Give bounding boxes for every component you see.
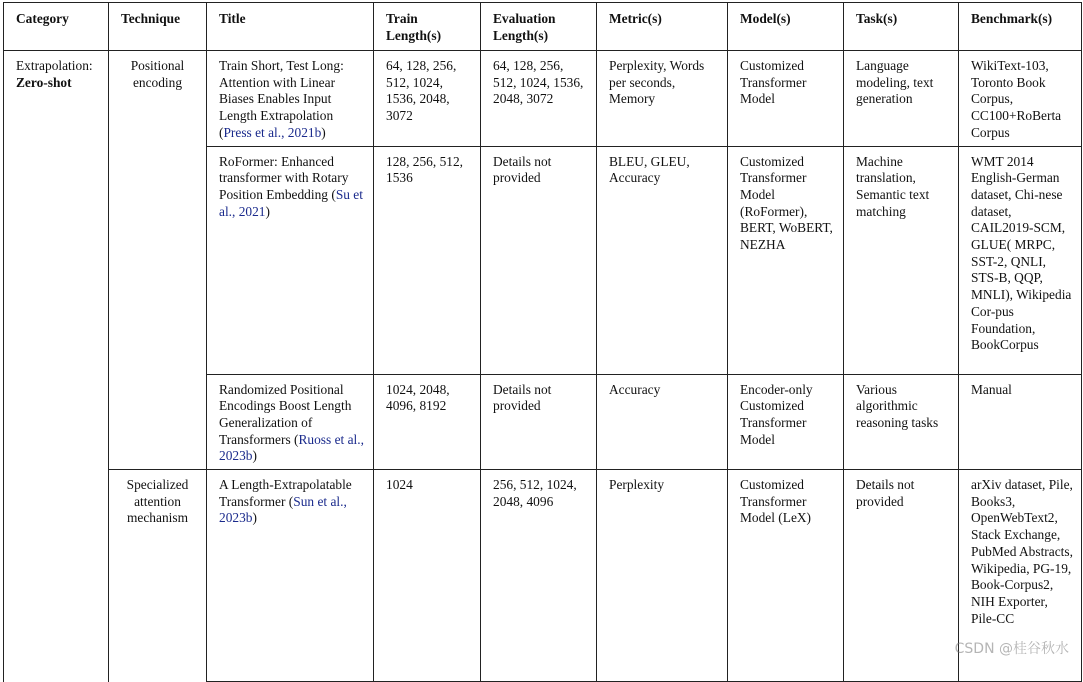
title-cell: RoFormer: Enhanced transformer with Rotary Position Embedding (Su et al., 2021)	[207, 146, 374, 374]
paper-title: RoFormer: Enhanced transformer with Rotary Position Embedding	[219, 153, 349, 202]
task-cell: Language modeling, text generation	[844, 51, 959, 147]
header-benchmark: Benchmark(s)	[959, 3, 1082, 51]
paper-title: Randomized Positional Encodings Boost Length Generalization of Transformers	[219, 381, 352, 447]
metrics-cell: Accuracy	[597, 374, 728, 470]
technique-specialized: Specialized attention mechanism	[109, 470, 207, 682]
paper-title: Train Short, Test Long: Attention with Linear Biases Enables Input Length Extrapolation	[219, 58, 344, 124]
models-cell: Customized Transformer Model (LeX)	[728, 470, 844, 682]
benchmark-cell: Manual	[959, 374, 1082, 470]
header-train-length: Train Length(s)	[374, 3, 481, 51]
header-category: Category	[4, 3, 109, 51]
header-eval-length: Evaluation Length(s)	[481, 3, 597, 51]
title-cell: Train Short, Test Long: Attention with Linear Biases Enables Input Length Extrapolation (Press et al., 2021b)	[207, 51, 374, 147]
models-cell: Encoder-only Customized Transformer Model	[728, 374, 844, 470]
train-length-cell: 64, 128, 256, 512, 1024, 1536, 2048, 3072	[374, 51, 481, 147]
metrics-cell: BLEU, GLEU, Accuracy	[597, 146, 728, 374]
benchmark-cell: WikiText-103, Toronto Book Corpus, CC100+RoBerta Corpus	[959, 51, 1082, 147]
models-cell: Customized Transformer Model (RoFormer), BERT, WoBERT, NEZHA	[728, 146, 844, 374]
table-row	[4, 470, 1082, 682]
header-row	[4, 3, 1082, 51]
header-metrics: Metric(s)	[597, 3, 728, 51]
citation-link[interactable]: Sun et al., 2023b	[219, 493, 347, 526]
watermark: CSDN @桂谷秋水	[954, 641, 1069, 657]
category-cell	[4, 51, 109, 682]
technique-positional: Positional encoding	[109, 51, 207, 470]
title-cell: Randomized Positional Encodings Boost Length Generalization of Transformers (Ruoss et al., 2023b)	[207, 374, 374, 470]
benchmark-cell: arXiv dataset, Pile, Books3, OpenWebText2, Stack Exchange, PubMed Abstracts, Wikipedia, PG-19, Book-Corpus2, NIH Exporter, Pile-CC	[959, 470, 1082, 682]
header-task: Task(s)	[844, 3, 959, 51]
train-length-cell: 1024, 2048, 4096, 8192	[374, 374, 481, 470]
citation-link[interactable]: Press et al., 2021b	[223, 124, 322, 140]
table-row	[4, 51, 1082, 147]
title-cell: A Length-Extrapolatable Transformer (Sun et al., 2023b)	[207, 470, 374, 682]
paper-title: A Length-Extrapolatable Transformer	[219, 477, 352, 509]
header-technique: Technique	[109, 3, 207, 51]
citation-link[interactable]: Su et al., 2021	[219, 186, 363, 219]
comparison-table	[3, 2, 1082, 682]
train-length-cell: 1024	[374, 470, 481, 682]
category-prefix: Extrapolation:	[16, 58, 93, 73]
task-cell: Details not provided	[844, 470, 959, 682]
header-models: Model(s)	[728, 3, 844, 51]
train-length-cell: 128, 256, 512, 1536	[374, 146, 481, 374]
eval-length-cell: 64, 128, 256, 512, 1024, 1536, 2048, 3072	[481, 51, 597, 147]
citation-link[interactable]: Ruoss et al., 2023b	[219, 431, 364, 464]
models-cell: Customized Transformer Model	[728, 51, 844, 147]
eval-length-cell: 256, 512, 1024, 2048, 4096	[481, 470, 597, 682]
header-title: Title	[207, 3, 374, 51]
metrics-cell: Perplexity, Words per seconds, Memory	[597, 51, 728, 147]
eval-length-cell: Details not provided	[481, 146, 597, 374]
eval-length-cell: Details not provided	[481, 374, 597, 470]
task-cell: Various algorithmic reasoning tasks	[844, 374, 959, 470]
benchmark-cell: WMT 2014 English-German dataset, Chi-nese dataset, CAIL2019-SCM, GLUE( MRPC, SST-2, QNLI, STS-B, QQP, MNLI), Wikipedia Cor-pus Foundation, BookCorpus	[959, 146, 1082, 374]
metrics-cell: Perplexity	[597, 470, 728, 682]
category-emphasis: Zero-shot	[16, 74, 72, 90]
task-cell: Machine translation, Semantic text matching	[844, 146, 959, 374]
